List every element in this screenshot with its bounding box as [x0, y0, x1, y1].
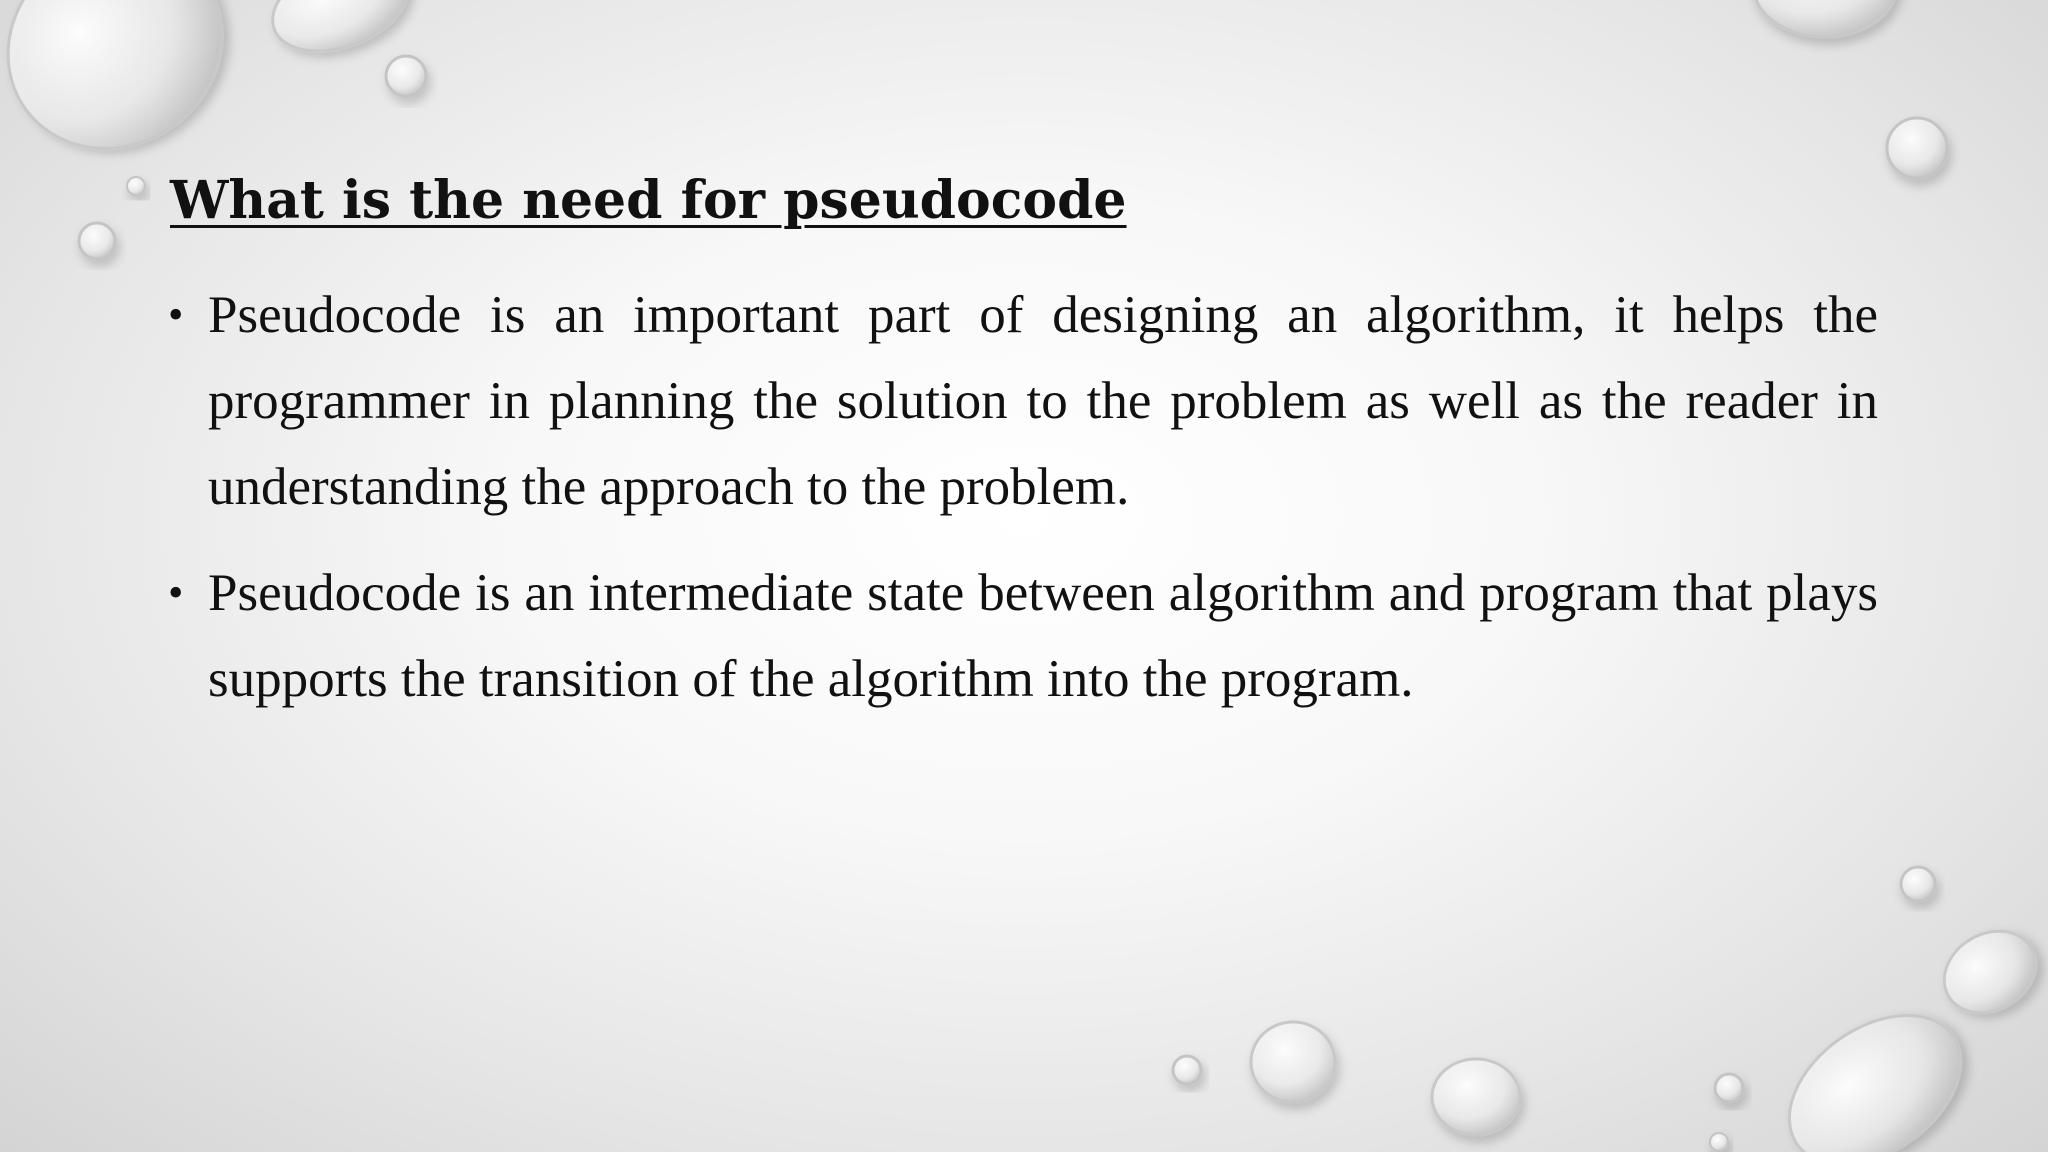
water-drop: [386, 56, 426, 96]
water-drop: [1173, 1056, 1201, 1084]
bullet-marker: •: [168, 290, 184, 339]
water-drop: [1251, 1022, 1335, 1102]
water-drop: [1762, 985, 1989, 1152]
water-drop: [1887, 118, 1947, 178]
bullet-marker: •: [168, 568, 184, 617]
bullet-text: Pseudocode is an important part of designing an algorithm, it helps the programmer in planning the solution to the problem as well as the reader in understanding the approach to the problem.: [208, 286, 1878, 516]
water-drop: [79, 223, 115, 259]
water-drop: [1753, 0, 1897, 37]
water-drop: [1715, 1074, 1743, 1102]
bullet-item: [168, 272, 1878, 530]
bullet-list: [168, 272, 1878, 742]
bullet-item: [168, 550, 1878, 722]
water-drop: [1432, 1059, 1520, 1135]
water-drop: [1929, 915, 2048, 1029]
water-drop: [0, 0, 262, 190]
water-drop: [1901, 867, 1935, 901]
water-drop: [127, 177, 145, 195]
bullet-text: Pseudocode is an intermediate state between algorithm and program that plays supports the transition of the algorithm into the program.: [208, 564, 1878, 708]
slide-title: What is the need for pseudocode: [170, 170, 1127, 231]
water-drop: [1710, 1133, 1728, 1151]
